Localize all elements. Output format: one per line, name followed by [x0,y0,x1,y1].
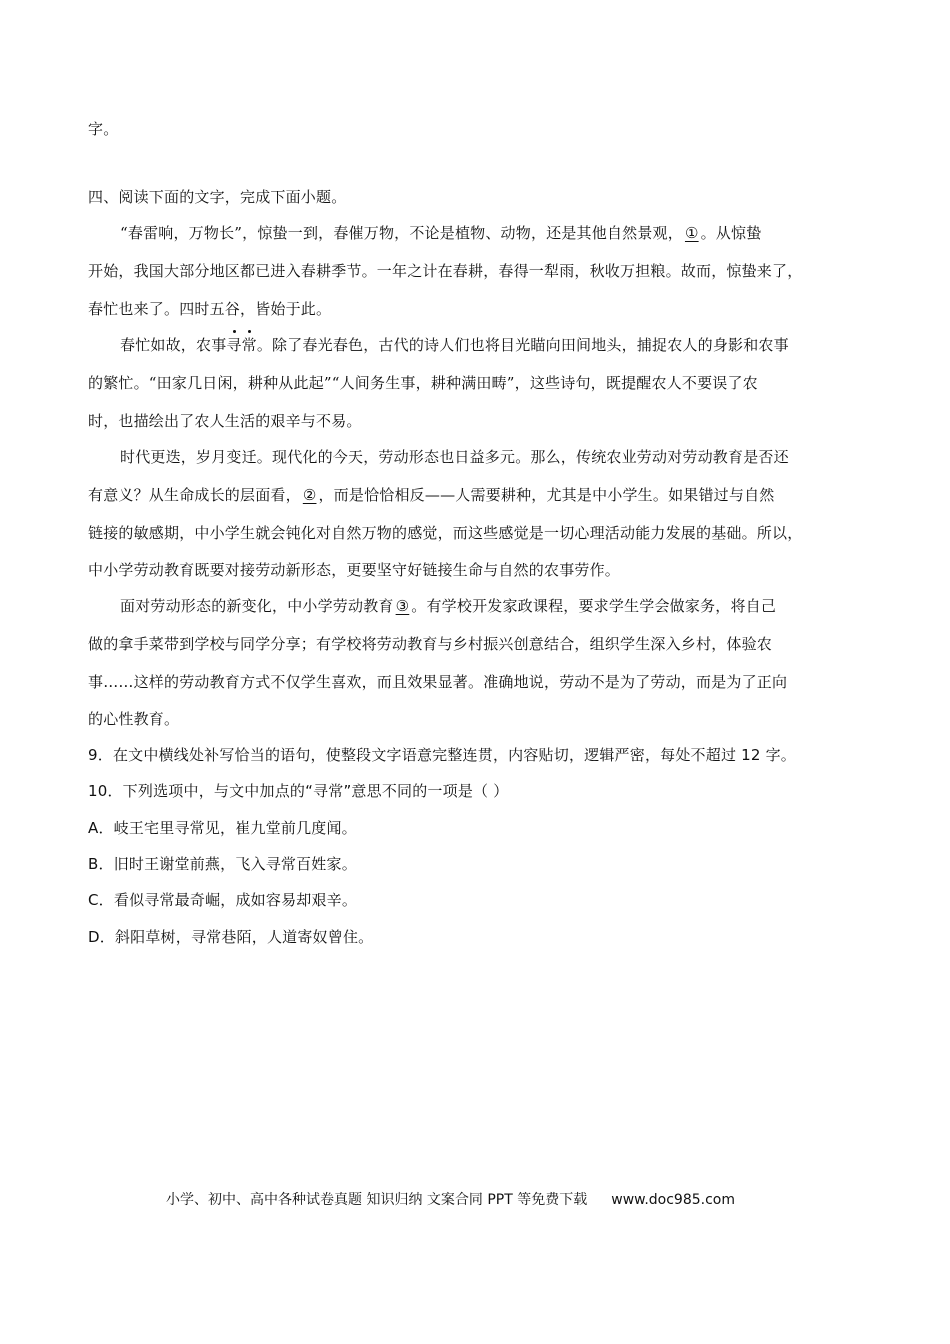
text: “春雷响，万物长”，惊蛰一到，春催万物，不论是植物、动物，还是其他自然景观， [120,224,683,242]
emphasis-dot-char: 常 [241,336,257,354]
passage-p1-line1 [120,222,761,244]
passage-p2-line1 [120,334,789,356]
blank-1: ① [684,224,699,242]
text: ，而是恰恰相反——人需要耕种，尤其是中小学生。如果错过与自然 [318,486,775,504]
text: 。除了春光春色，古代的诗人们也将目光瞄向田间地头，捕捉农人的身影和农事 [256,336,789,354]
option-c: C．看似寻常最奇崛，成如容易却艰辛。 [88,891,358,909]
emphasis-dot-char: 寻 [226,336,242,354]
text: 。从惊蛰 [700,224,762,242]
section-heading: 四、阅读下面的文字，完成下面小题。 [88,188,347,206]
passage-p3-line4: 中小学劳动教育既要对接劳动新形态，更要坚守好链接生命与自然的农事劳作。 [88,561,621,579]
passage-p4-line3: 事……这样的劳动教育方式不仅学生喜欢，而且效果显著。准确地说，劳动不是为了劳动，而是为了正向 [88,673,788,691]
text: 春忙如故，农事 [120,336,227,354]
passage-p4-line2: 做的拿手菜带到学校与同学分享；有学校将劳动教育与乡村振兴创意结合，组织学生深入乡村，体验农 [88,635,773,653]
passage-p4-line1 [120,595,776,617]
passage-p2-line2: 的繁忙。“田家几日闲，耕种从此起”“人间务生事，耕种满田畴”，这些诗句，既提醒农人不要误了农 [88,374,758,392]
passage-p1-line2: 开始，我国大部分地区都已进入春耕季节。一年之计在春耕，春得一犁雨，秋收万担粮。故而，惊蛰来了， [88,262,803,280]
blank-3: ③ [395,597,410,615]
top-fragment: 字。 [88,120,119,138]
question-9: 9．在文中横线处补写恰当的语句，使整段文字语意完整连贯，内容贴切，逻辑严密，每处不超过 12 字。 [88,746,796,764]
footer-url[interactable]: www.doc985.com [611,1192,735,1208]
option-d: D．斜阳草树，寻常巷陌，人道寄奴曾住。 [88,928,374,946]
passage-p3-line3: 链接的敏感期，中小学生就会钝化对自然万物的感觉，而这些感觉是一切心理活动能力发展的基础。所以， [88,524,803,542]
text: 。有学校开发家政课程，要求学生学会做家务，将自己 [411,597,777,615]
text: 有意义？从生命成长的层面看， [88,486,301,504]
passage-p4-line4: 的心性教育。 [88,710,180,728]
question-10: 10．下列选项中，与文中加点的“寻常”意思不同的一项是（ ） [88,782,509,800]
page-footer [166,1190,735,1210]
option-a: A．岐王宅里寻常见，崔九堂前几度闻。 [88,819,357,837]
passage-p2-line3: 时，也描绘出了农人生活的艰辛与不易。 [88,412,362,430]
passage-p1-line3: 春忙也来了。四时五谷，皆始于此。 [88,300,332,318]
option-b: B．旧时王谢堂前燕，飞入寻常百姓家。 [88,855,357,873]
footer-text: 小学、初中、高中各种试卷真题 知识归纳 文案合同 PPT 等免费下载 [166,1192,588,1208]
blank-2: ② [302,486,317,504]
passage-p3-line1: 时代更迭，岁月变迁。现代化的今天，劳动形态也日益多元。那么，传统农业劳动对劳动教育是否还 [120,448,789,466]
passage-p3-line2 [88,484,774,506]
text: 面对劳动形态的新变化，中小学劳动教育 [120,597,394,615]
